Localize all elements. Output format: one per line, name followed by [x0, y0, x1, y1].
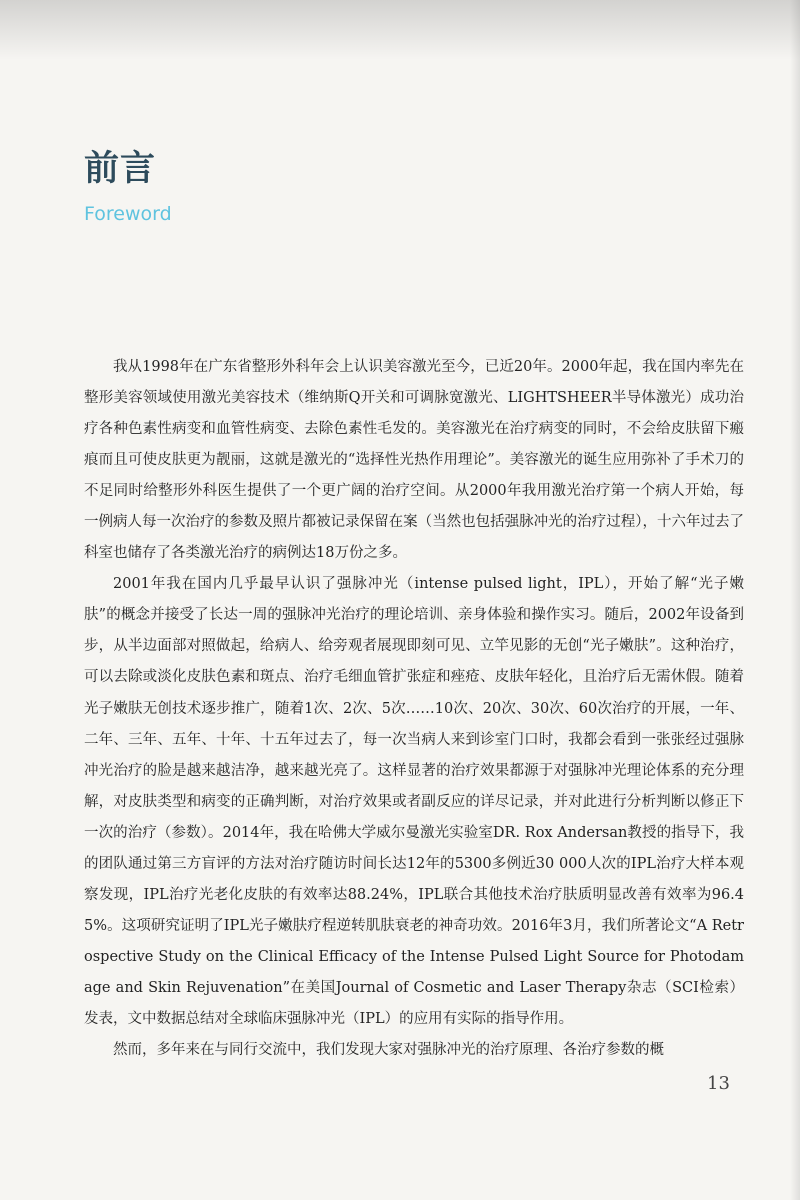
page-title-english: Foreword: [84, 203, 172, 225]
paragraph-2: 2001年我在国内几乎最早认识了强脉冲光（intense pulsed light，IPL），开始了解“光子嫩肤”的概念并接受了长达一周的强脉冲光治疗的理论培训、亲身体验和操作实习。随后，2002年设备到步，从半边面部对照做起，给病人、给旁观者展现即刻可见、立竿见影的无创“光子嫩肤”。这种治疗，可以去除或淡化皮肤色素和斑点、治疗毛细血管扩张症和痤疮、皮肤年轻化，且治疗后无需休假。随着光子嫩肤无创技术逐步推广，随着1次、2次、5次……10次、20次、30次、60次治疗的开展，一年、二年、三年、五年、十年、十五年过去了，每一次当病人来到诊室门口时，我都会看到一张张经过强脉冲光治疗的脸是越来越洁净，越来越光亮了。这样显著的治疗效果都源于对强脉冲光理论体系的充分理解，对皮肤类型和病变的正确判断，对治疗效果或者副反应的详尽记录，并对此进行分析判断以修正下一次的治疗（参数）。2014年，我在哈佛大学威尔曼激光实验室DR. Rox Andersan教授的指导下，我的团队通过第三方盲评的方法对治疗随访时间长达12年的5300多例近30 000人次的IPL治疗大样本观察发现，IPL治疗光老化皮肤的有效率达88.24%，IPL联合其他技术治疗肤质明显改善有效率为96.45%。这项研究证明了IPL光子嫩肤疗程逆转肌肤衰老的神奇功效。2016年3月，我们所著论文“A Retrospective Study on the Clinical Efficacy of the Intense Pulsed Light Source for Photodamage and Skin Rejuvenation”在美国Journal of Cosmetic and Laser Therapy杂志（SCI检索）发表，文中数据总结对全球临床强脉冲光（IPL）的应用有实际的指导作用。: [84, 576, 744, 1027]
right-scan-shadow: [790, 0, 800, 1200]
page-title-chinese: 前言: [84, 149, 157, 189]
top-scan-shadow: [0, 0, 800, 60]
paragraph-1: 我从1998年在广东省整形外科年会上认识美容激光至今，已近20年。2000年起，我在国内率先在整形美容领域使用激光美容技术（维纳斯Q开关和可调脉宽激光、LIGHTSHEER半导体激光）成功治疗各种色素性病变和血管性病变、去除色素性毛发的。美容激光在治疗病变的同时，不会给皮肤留下瘢痕而且可使皮肤更为靓丽，这就是激光的“选择性光热作用理论”。美容激光的诞生应用弥补了手术刀的不足同时给整形外科医生提供了一个更广阔的治疗空间。从2000年我用激光治疗第一个病人开始，每一例病人每一次治疗的参数及照片都被记录保留在案（当然也包括强脉冲光的治疗过程），十六年过去了科室也储存了各类激光治疗的病例达18万份之多。: [84, 359, 744, 562]
page-number: 13: [707, 1073, 730, 1094]
body-text: [84, 352, 744, 1066]
paragraph-3: 然而，多年来在与同行交流中，我们发现大家对强脉冲光的治疗原理、各治疗参数的概: [113, 1042, 664, 1059]
